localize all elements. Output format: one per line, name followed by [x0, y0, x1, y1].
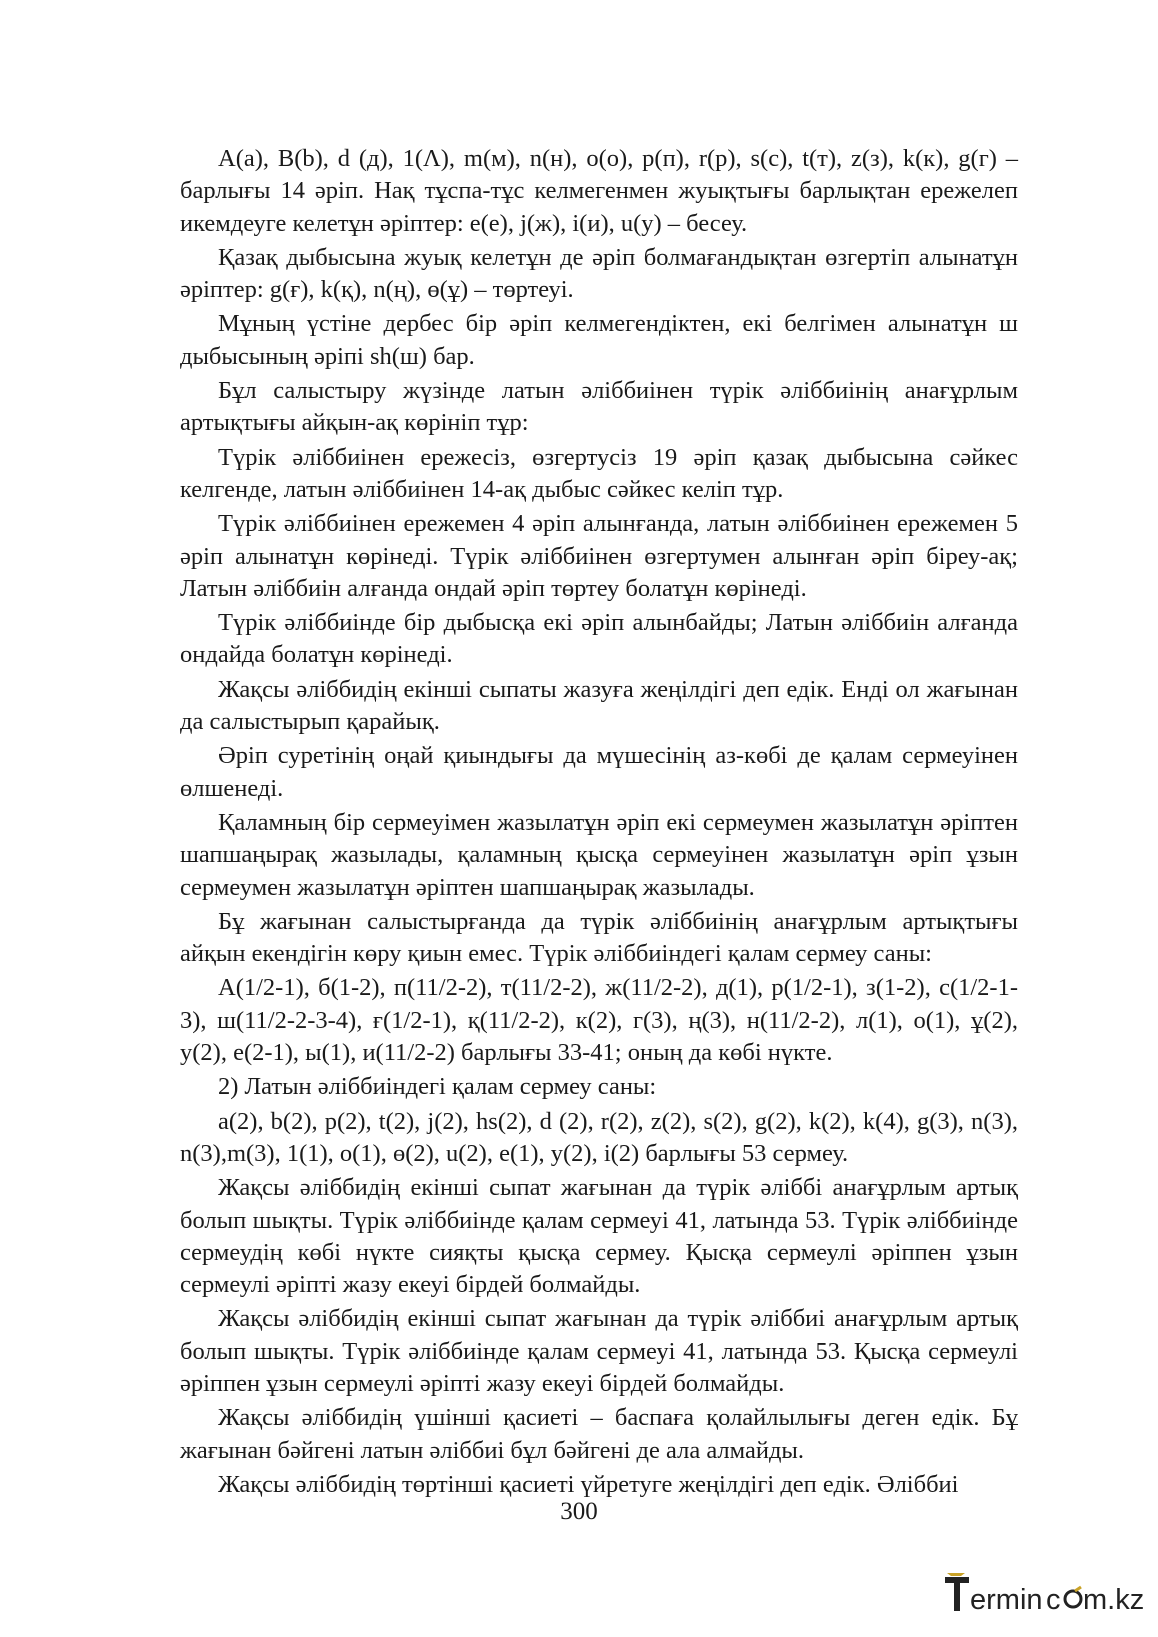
termincom-watermark-logo [943, 1571, 1145, 1619]
paragraph-1: A(a), B(b), d (д), 1(Λ), m(м), n(н), o(o), p(п), r(р), s(с), t(т), z(з), k(к), g(г) – барлығы 14 әріп. Нақ тұспа-тұс келмегенмен жуықтығы барлықтан ережелеп икемдеуге келетұн әріптер: е(е), j(ж), i(и), u(у) – бесеу. [180, 145, 1018, 237]
paragraph-12: А(1/2-1), б(1-2), п(11/2-2), т(11/2-2), ж(11/2-2), д(1), р(1/2-1), з(1-2), с(1/2-1-3), ш(11/2-2-3-4), ғ(1/2-1), қ(11/2-2), к(2), г(3), ң(3), н(11/2-2), л(1), о(1), ұ(2), у(2), е(2-1), ы(1), и(11/2-2) барлығы 33-41; оның да көбі нүкте. [180, 974, 1018, 1067]
svg-text:c: c [1046, 1584, 1061, 1616]
paragraph-4: Бұл салыстыру жүзінде латын әліббиінен түрік әліббиінің анағұрлым артықтығы айқын-ақ көрініп тұр: [180, 377, 1018, 437]
paragraph-10: Қаламның бір сермеуімен жазылатұн әріп екі сермеумен жазылатұн әріптен шапшаңырақ жазылады, қаламның қысқа сермеуінен жазылатұн әріп ұзын сермеумен жазылатұн әріптен шапшаңырақ жазылады. [180, 808, 1018, 901]
svg-text:ermin: ermin [970, 1584, 1043, 1616]
paragraph-16: Жақсы әліббидің екінші сыпат жағынан да түрік әліббиі анағұрлым артық болып шықты. Түрік әліббиінде қалам сермеуі 41, латында 53. Қысқа сермеулі әріппен ұзын сермеулі әріпті жазу екеуі бірдей болмайды. [180, 1305, 1018, 1397]
paragraph-15: Жақсы әліббидің екінші сыпат жағынан да түрік әліббі анағұрлым артық болып шықты. Түрік әліббиінде қалам сермеуі 41, латында 53. Түрік әліббиінде сермеудің көбі нүкте сияқты қысқа сермеу. Қысқа сермеулі әріппен ұзын сермеулі әріпті жазу екеуі бірдей болмайды. [180, 1174, 1018, 1299]
paragraph-5: Түрік әліббиінен ережесіз, өзгертусіз 19 әріп қазақ дыбысына сәйкес келгенде, латын әліббиінен 14-ақ дыбыс сәйкес келіп тұр. [180, 443, 1018, 503]
paragraph-13: 2) Латын әліббиіндегі қалам сермеу саны: [218, 1073, 657, 1101]
paragraph-9: Әріп суретінің оңай қиындығы да мүшесінің аз-көбі де қалам сермеуінен өлшенеді. [180, 742, 1018, 802]
paragraph-3: Мұның үстіне дербес бір әріп келмегендіктен, екі белгімен алынатұн ш дыбысының әріпі sh(ш) бар. [180, 310, 1018, 370]
paragraph-17: Жақсы әліббидің үшінші қасиеті – баспаға қолайлылығы деген едік. Бұ жағынан бәйгені латын әліббиі бұл бәйгені де ала алмайды. [180, 1404, 1018, 1464]
paragraph-18: Жақсы әліббидің төртінші қасиеті үйретуге жеңілдігі деп едік. Әліббиі [218, 1470, 959, 1498]
paragraph-2: Қазақ дыбысына жуық келетұн де әріп болмағандықтан өзгертіп алынатұн әріптер: g(ғ), k(қ), n(ң), ө(ұ) – төртеуі. [180, 243, 1018, 304]
paragraph-14: a(2), b(2), p(2), t(2), j(2), hs(2), d (2), r(2), z(2), s(2), g(2), k(2), k(4), g(3), n(3), n(3),m(3), 1(1), o(1), ө(2), u(2), e(1), y(2), i(2) барлығы 53 сермеу. [180, 1107, 1018, 1167]
paragraph-11: Бұ жағынан салыстырғанда да түрік әліббиінің анағұрлым артықтығы айқын екендігін көру қиын емес. Түрік әліббиіндегі қалам сермеу саны: [180, 907, 1018, 968]
paragraph-6: Түрік әліббиінен ережемен 4 әріп алынғанда, латын әліббиінен ережемен 5 әріп алынатұн көрінеді. Түрік әліббиінен өзгертумен алынған әріп біреу-ақ; Латын әліббиін алғанда ондай әріп төртеу болатұн көрінеді. [180, 510, 1018, 602]
page-body [180, 143, 1018, 1503]
paragraph-8: Жақсы әліббидің екінші сыпаты жазуға жеңілдігі деп едік. Енді ол жағынан да салыстырып қарайық. [180, 675, 1018, 736]
paragraph-7: Түрік әліббиінде бір дыбысқа екі әріп алынбайды; Латын әліббиін алғанда ондайда болатұн көрінеді. [180, 609, 1018, 669]
page-number: 300 [560, 1498, 598, 1525]
svg-text:m.kz: m.kz [1083, 1584, 1145, 1616]
